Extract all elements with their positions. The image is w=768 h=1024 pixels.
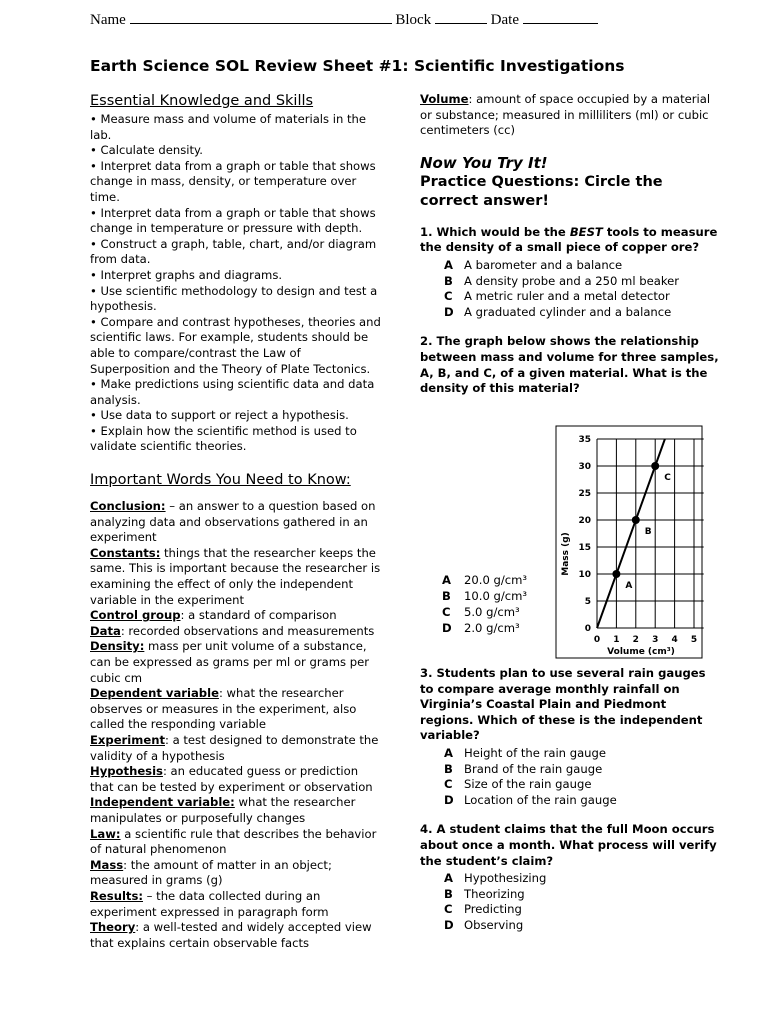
question-4-options — [420, 871, 720, 933]
y-axis-label: Mass (g) — [561, 532, 571, 576]
option-text: 20.0 g/cm³ — [464, 573, 528, 587]
term-word: Mass — [90, 857, 124, 872]
date-blank[interactable] — [523, 10, 598, 24]
term-word: Theory — [90, 920, 136, 935]
option-text: 10.0 g/cm³ — [464, 589, 528, 603]
page-title: Earth Science SOL Review Sheet #1: Scientific Investigations — [90, 57, 625, 75]
question-3: 3. Students plan to use several rain gauges to compare average monthly rainfall on Virginia’s Coastal Plain and Piedmont regions. Which of these is the independent variable? — [420, 666, 706, 743]
y-tick-label: 15 — [578, 543, 591, 553]
x-tick-label: 5 — [690, 635, 698, 645]
question-4: 4. A student claims that the full Moon occurs about once a month. What process will verify the student’s claim? — [420, 822, 717, 868]
name-label: Name — [90, 12, 126, 28]
term-definition — [90, 608, 382, 624]
x-tick-label: 1 — [613, 635, 620, 645]
y-tick-label: 25 — [578, 489, 591, 499]
term-word: Data — [90, 623, 121, 638]
point-label-a: A — [625, 581, 633, 591]
term-word: Constants: — [90, 545, 161, 560]
x-tick-label: 4 — [671, 635, 678, 645]
skills-heading: Essential Knowledge and Skills — [90, 93, 314, 109]
skill-item: • Compare and contrast hypotheses, theories and scientific laws. For example, students should be able to compare/contrast the Law of Superposition and the Theory of Plate Tectonics. — [90, 314, 381, 376]
term-definition — [90, 686, 382, 733]
option-text: A metric ruler and a metal detector — [464, 289, 670, 304]
q3-option-d[interactable] — [444, 793, 720, 809]
q2-option-b[interactable] — [442, 588, 527, 604]
skill-item: • Measure mass and volume of materials in the lab. — [90, 112, 367, 142]
term-text: things that the researcher keeps the same. This is important because the researcher is examining the effect of only the independent variable in the experiment — [90, 545, 381, 607]
date-label: Date — [490, 12, 519, 28]
option-text: Brand of the rain gauge — [464, 761, 603, 776]
term-definition — [90, 858, 382, 889]
term-text: : a test designed to demonstrate the validity of a hypothesis — [90, 732, 379, 763]
option-letter: D — [444, 917, 454, 932]
volume-term: Volume — [420, 92, 469, 106]
term-text: : a well-tested and widely accepted view that explains certain observable facts — [90, 920, 372, 950]
option-text: A density probe and a 250 ml beaker — [464, 273, 680, 288]
skill-item: • Interpret data from a graph or table that shows change in temperature or pressure with depth. — [90, 205, 376, 236]
block-blank[interactable] — [435, 10, 487, 24]
term-word: Results: — [90, 888, 143, 903]
term-definition — [90, 889, 382, 920]
q4-option-c[interactable] — [444, 902, 720, 918]
term-word: Control group — [90, 608, 181, 623]
option-text: Predicting — [464, 902, 522, 917]
skill-item: • Use scientific methodology to design and test a hypothesis. — [90, 283, 378, 314]
questions-3-4 — [420, 666, 720, 934]
left-column — [90, 92, 382, 951]
x-tick-label: 0 — [593, 635, 601, 645]
option-letter: C — [442, 605, 451, 619]
data-point-a — [612, 570, 620, 578]
option-text: A graduated cylinder and a balance — [464, 304, 672, 319]
skill-item: • Calculate density. — [90, 143, 203, 158]
question-1-options — [420, 258, 720, 320]
term-definition — [90, 827, 382, 858]
term-word: Law: — [90, 826, 121, 841]
q4-option-b[interactable] — [444, 887, 720, 903]
chart-frame — [556, 426, 702, 658]
skill-item: • Explain how the scientific method is used to validate scientific theories. — [90, 423, 357, 454]
right-column — [420, 92, 720, 399]
term-text: a scientific rule that describes the behavior of natural phenomenon — [90, 826, 377, 857]
block-label: Block — [395, 12, 432, 28]
volume-definition — [420, 92, 720, 139]
term-definition — [90, 920, 382, 951]
skill-item: • Make predictions using scientific data and data analysis. — [90, 377, 375, 407]
term-text: – an answer to a question based on analyzing data and observations gathered in an experiment — [90, 499, 376, 545]
q4-option-a[interactable] — [444, 871, 720, 887]
name-blank[interactable] — [130, 10, 392, 24]
option-letter: C — [444, 289, 453, 304]
term-definition — [90, 499, 382, 546]
option-text: Hypothesizing — [464, 871, 547, 886]
question-1: 1. Which would be the BEST tools to measure the density of a small piece of copper ore? — [420, 224, 718, 255]
q2-option-a[interactable] — [442, 572, 527, 588]
term-definition — [90, 624, 382, 640]
option-letter: B — [444, 886, 453, 901]
skill-item: • Construct a graph, table, chart, and/or diagram from data. — [90, 236, 377, 267]
skill-item: • Interpret graphs and diagrams. — [90, 267, 283, 282]
y-tick-label: 30 — [578, 462, 591, 472]
q1-option-d[interactable] — [444, 305, 720, 321]
q1-option-b[interactable] — [444, 274, 720, 290]
term-word: Conclusion: — [90, 499, 166, 514]
try-heading: Now You Try It! — [420, 153, 548, 172]
x-tick-labels — [594, 635, 697, 645]
term-definition — [90, 764, 382, 795]
y-tick-labels — [578, 435, 591, 634]
q3-option-a[interactable] — [444, 746, 720, 762]
data-points — [612, 462, 671, 591]
option-text: Observing — [464, 917, 524, 932]
term-text: – the data collected during an experiment expressed in paragraph form — [90, 888, 329, 919]
option-text: Location of the rain gauge — [464, 792, 617, 807]
terms-list — [90, 499, 382, 951]
term-word: Dependent variable — [90, 686, 219, 701]
option-text: Size of the rain gauge — [464, 777, 592, 792]
option-text: A barometer and a balance — [464, 257, 623, 272]
y-tick-label: 20 — [578, 516, 591, 526]
q3-option-c[interactable] — [444, 777, 720, 793]
option-text: Height of the rain gauge — [464, 745, 607, 760]
option-text: Theorizing — [464, 886, 525, 901]
option-letter: A — [444, 257, 453, 272]
option-letter: B — [444, 761, 453, 776]
question-2: 2. The graph below shows the relationship between mass and volume for three samples, A, B, and C, of a given material. What is the density of this material? — [420, 334, 719, 396]
option-letter: A — [442, 573, 451, 587]
skills-list — [90, 112, 382, 455]
option-letter: D — [442, 621, 452, 635]
term-word: Independent variable: — [90, 795, 235, 810]
point-label-c: C — [664, 473, 671, 483]
best-emphasis: BEST — [569, 224, 603, 239]
words-heading: Important Words You Need to Know: — [90, 472, 351, 489]
q4-option-d[interactable] — [444, 918, 720, 934]
term-word: Density: — [90, 639, 145, 654]
question-2-options — [442, 572, 527, 636]
term-definition — [90, 733, 382, 764]
y-tick-label: 10 — [578, 570, 591, 580]
y-tick-label: 0 — [584, 624, 591, 634]
term-word: Hypothesis — [90, 764, 163, 779]
header-line — [90, 10, 598, 29]
option-letter: B — [442, 589, 451, 603]
practice-heading: Practice Questions: Circle the correct answer! — [420, 173, 663, 209]
q1-option-a[interactable] — [444, 258, 720, 274]
volume-def: : amount of space occupied by a material or substance; measured in milliliters (ml) or cubic centimeters (cc) — [420, 92, 711, 138]
term-text: mass per unit volume of a substance, can be expressed as grams per ml or grams per cubic cm — [90, 639, 370, 685]
skill-item: • Interpret data from a graph or table that shows change in mass, density, or temperature over time. — [90, 158, 376, 204]
option-letter: A — [444, 745, 453, 760]
term-text: : recorded observations and measurements — [120, 623, 375, 638]
term-word: Experiment — [90, 732, 165, 747]
mass-volume-chart — [548, 424, 748, 664]
q3-option-b[interactable] — [444, 762, 720, 778]
data-point-c — [651, 462, 659, 470]
y-tick-label: 5 — [584, 597, 591, 607]
term-text: : a standard of comparison — [180, 608, 337, 623]
option-letter: C — [444, 777, 453, 792]
term-text: : what the researcher observes or measures in the experiment, also called the responding variable — [90, 686, 357, 732]
option-letter: B — [444, 273, 453, 288]
option-letter: A — [444, 871, 453, 886]
x-axis-label: Volume (cm³) — [607, 647, 675, 657]
term-definition — [90, 639, 382, 686]
skill-item: • Use data to support or reject a hypothesis. — [90, 408, 349, 423]
x-tick-label: 3 — [652, 635, 659, 645]
y-tick-label: 35 — [578, 435, 591, 445]
x-tick-label: 2 — [632, 635, 639, 645]
option-letter: D — [444, 792, 454, 807]
q2-option-c[interactable] — [442, 604, 527, 620]
q2-option-d[interactable] — [442, 620, 527, 636]
option-letter: D — [444, 304, 454, 319]
term-text: : the amount of matter in an object; measured in grams (g) — [90, 857, 332, 888]
term-text: : an educated guess or prediction that can be tested by experiment or observation — [90, 764, 373, 794]
option-text: 2.0 g/cm³ — [464, 621, 520, 635]
term-text: what the researcher manipulates or purposefully changes — [90, 795, 356, 825]
option-letter: C — [444, 902, 453, 917]
term-definition — [90, 546, 382, 608]
point-label-b: B — [644, 527, 652, 537]
q1-option-c[interactable] — [444, 289, 720, 305]
option-text: 5.0 g/cm³ — [464, 605, 520, 619]
data-point-b — [632, 516, 640, 524]
question-3-options — [420, 746, 720, 808]
term-definition — [90, 795, 382, 826]
